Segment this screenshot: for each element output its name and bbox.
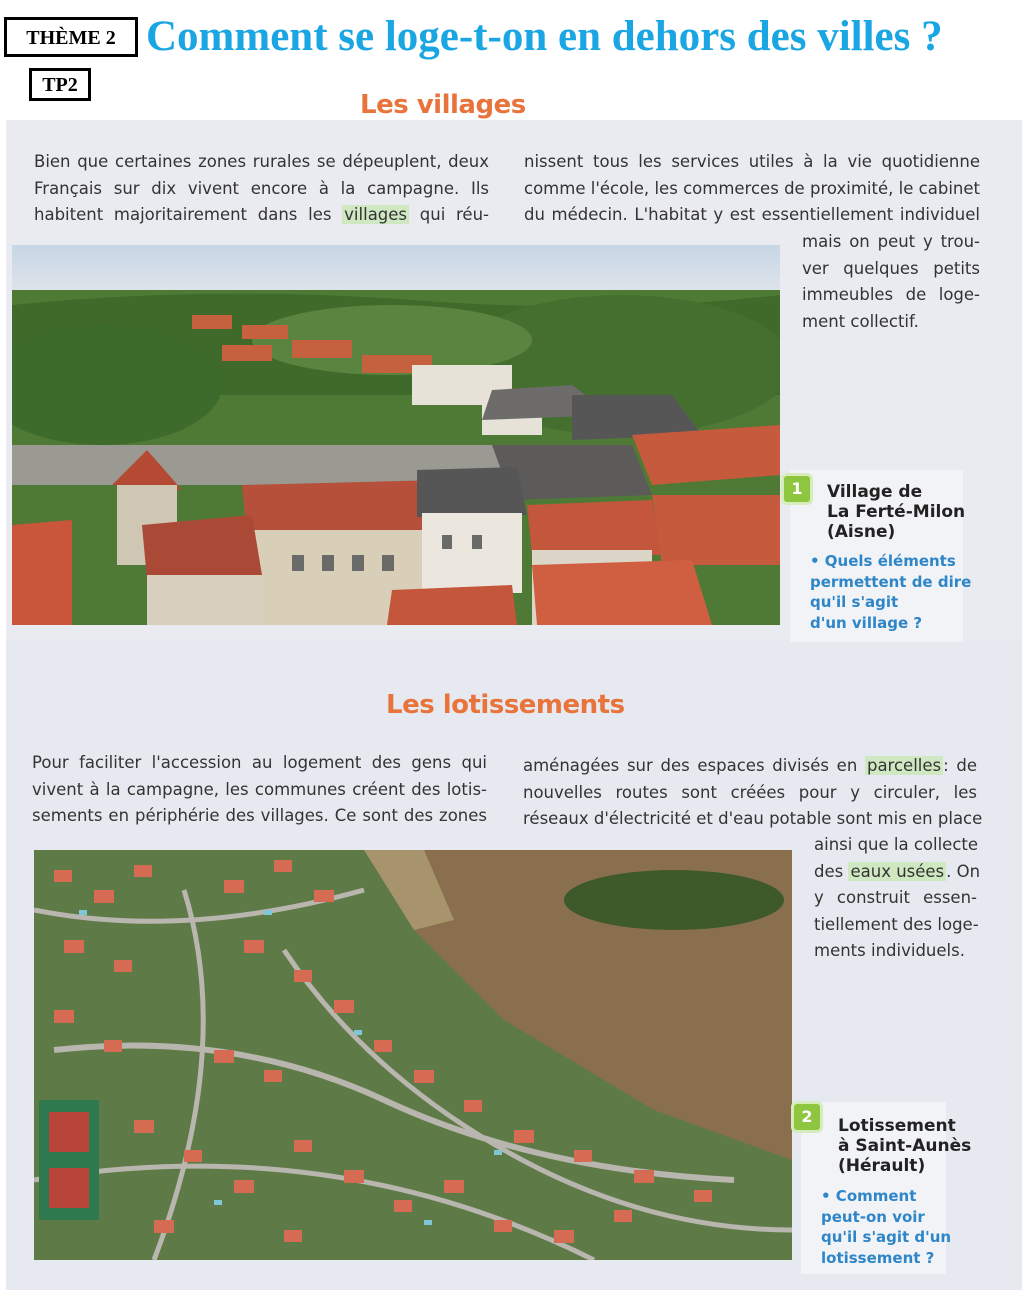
caption-line: • Comment [821, 1187, 917, 1205]
caption-line: La Ferté-Milon [827, 502, 966, 522]
caption-line: d'un village ? [810, 613, 923, 632]
text-line: aménagées sur des espaces divisés en parcelles : de [523, 756, 977, 775]
text-line: du médecin. L'habitat y est essentiellement individuel [524, 205, 980, 224]
caption-line: qu'il s'agit [810, 593, 899, 611]
text-line: ments individuels. [814, 941, 965, 960]
text-line: Pour faciliter l'accession au logement des gens qui [32, 753, 487, 772]
text-line: ver quelques petits [802, 258, 980, 278]
text-line: vivent à la campagne, les communes créent des lotis- [32, 779, 487, 799]
villages-text-col3 [802, 229, 980, 335]
villages-text-col2 [524, 149, 980, 229]
theme-label: THÈME 2 [4, 17, 138, 57]
section-title-villages: Les villages [360, 90, 526, 120]
text-line: immeubles de loge- [802, 285, 980, 304]
caption-line: permettent de dire [810, 572, 972, 591]
page-title: Comment se loge-t-on en dehors des villes ? [146, 13, 943, 60]
village-photo [12, 245, 780, 625]
lotissements-text-col2 [523, 753, 983, 833]
text-line: Français sur dix vivent encore à la campagne. Ils [34, 178, 489, 198]
highlighted-keyword: parcelles [866, 756, 942, 775]
lotissement-caption-question [821, 1186, 951, 1268]
highlighted-keyword: villages [344, 205, 408, 224]
text-line: Bien que certaines zones rurales se dépeuplent, deux [34, 152, 489, 171]
caption-line: Lotissement [838, 1116, 956, 1136]
text-line: nouvelles routes sont créées pour y circuler, les [523, 782, 977, 802]
highlighted-keyword: eaux usées [850, 861, 945, 881]
figure-number-2: 2 [794, 1104, 820, 1130]
figure-number-1: 1 [784, 476, 810, 502]
text-line: tiellement des loge- [814, 914, 979, 934]
caption-line: • Quels éléments [810, 552, 956, 570]
text-line: réseaux d'électricité et d'eau potable sont mis en place [523, 809, 983, 828]
caption-line: à Saint-Aunès [838, 1136, 972, 1156]
lotissement-photo [34, 850, 792, 1260]
text-line: des eaux usées . On [814, 861, 981, 881]
villages-text-col1 [34, 149, 489, 229]
village-caption-question [810, 551, 971, 633]
lotissement-caption-title [838, 1116, 971, 1176]
lotissements-text-col1 [32, 750, 487, 830]
text-line: habitent majoritairement dans les villages qui réu- [34, 205, 489, 224]
text-line: mais on peut y trou- [802, 232, 980, 251]
text-line: sements en périphérie des villages. Ce sont des zones [32, 806, 487, 825]
lotissements-text-col3 [814, 832, 981, 965]
text-line: comme l'école, les commerces de proximité, le cabinet [524, 178, 980, 198]
text-line: nissent tous les services utiles à la vie quotidienne [524, 152, 980, 171]
caption-line: Village de [827, 482, 923, 502]
caption-line: (Aisne) [827, 522, 896, 542]
caption-line: lotissement ? [821, 1248, 935, 1267]
village-caption-title [827, 482, 965, 542]
section-title-lotissements: Les lotissements [386, 690, 625, 720]
caption-line: (Hérault) [838, 1156, 926, 1176]
caption-line: qu'il s'agit d'un [821, 1228, 952, 1246]
tp-label: TP2 [29, 68, 91, 101]
text-line: ment collectif. [802, 311, 919, 331]
caption-line: peut-on voir [821, 1207, 925, 1226]
text-line: y construit essen- [814, 888, 977, 907]
text-line: ainsi que la collecte [814, 835, 979, 854]
